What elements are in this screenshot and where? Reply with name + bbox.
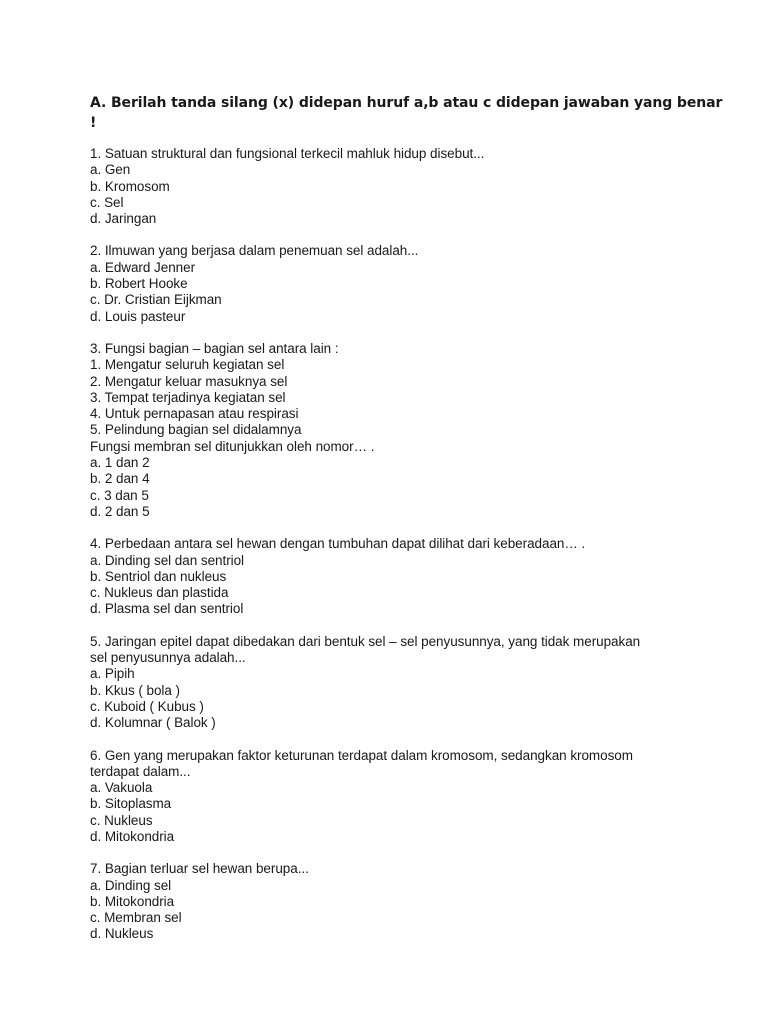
question-1-option-b: b. Kromosom [90,178,170,194]
question-6 [90,748,730,846]
question-2-option-a: a. Edward Jenner [90,259,196,275]
question-1-option-c: c. Sel [90,194,124,210]
question-5 [90,634,730,732]
question-5-option-c: c. Kuboid ( Kubus ) [90,698,204,714]
question-2 [90,243,730,324]
question-5-stem: 5. Jaringan epitel dapat dibedakan dari bentuk sel – sel penyusunnya, yang tidak merupakan [90,633,641,649]
instruction-heading: A. Berilah tanda silang (x) didepan huruf a,b atau c didepan jawaban yang benar ! [90,95,723,131]
question-3-option-d: d. 2 dan 5 [90,503,150,519]
question-3-prompt: Fungsi membran sel ditunjukkan oleh nomor… . [90,438,375,454]
question-7-option-d: d. Nukleus [90,926,154,942]
question-6-option-d: d. Mitokondria [90,828,175,844]
question-7 [90,861,730,942]
question-6-stem-continued: terdapat dalam... [90,763,191,779]
question-6-option-b: b. Sitoplasma [90,796,172,812]
question-1-option-a: a. Gen [90,162,131,178]
question-6-stem: 6. Gen yang merupakan faktor keturunan terdapat dalam kromosom, sedangkan kromosom [90,747,633,763]
question-1-stem: 1. Satuan struktural dan fungsional terkecil mahluk hidup disebut... [90,146,485,161]
question-7-option-b: b. Mitokondria [90,893,175,909]
question-4-option-b: b. Sentriol dan nukleus [90,568,227,584]
question-5-option-a: a. Pipih [90,666,135,682]
question-5-stem-continued: sel penyusunnya adalah... [90,650,246,666]
question-3-statement-2: 2. Mengatur keluar masuknya sel [90,373,288,389]
question-6-option-a: a. Vakuola [90,780,153,796]
question-7-stem: 7. Bagian terluar sel hewan berupa... [90,861,309,877]
question-3 [90,341,730,520]
question-2-option-c: c. Dr. Cristian Eijkman [90,292,222,308]
question-5-option-d: d. Kolumnar ( Balok ) [90,715,216,731]
question-4-option-c: c. Nukleus dan plastida [90,585,229,601]
question-1 [90,146,730,227]
question-5-option-b: b. Kkus ( bola ) [90,682,180,698]
question-7-option-a: a. Dinding sel [90,877,172,893]
question-3-statement-5: 5. Pelindung bagian sel didalamnya [90,422,302,438]
question-2-option-d: d. Louis pasteur [90,308,186,324]
question-3-option-c: c. 3 dan 5 [90,487,149,503]
question-2-stem: 2. Ilmuwan yang berjasa dalam penemuan sel adalah... [90,243,419,259]
question-2-option-b: b. Robert Hooke [90,276,188,292]
question-3-option-a: a. 1 dan 2 [90,455,150,471]
question-3-statement-1: 1. Mengatur seluruh kegiatan sel [90,357,285,373]
question-4-option-a: a. Dinding sel dan sentriol [90,552,244,568]
question-6-option-c: c. Nukleus [90,812,153,828]
question-4-option-d: d. Plasma sel dan sentriol [90,601,244,617]
question-3-statement-4: 4. Untuk pernapasan atau respirasi [90,406,299,422]
document-page [90,93,730,959]
question-4 [90,536,730,617]
question-3-statement-3: 3. Tempat terjadinya kegiatan sel [90,389,286,405]
question-1-option-d: d. Jaringan [90,211,157,227]
question-3-option-b: b. 2 dan 4 [90,471,150,487]
question-7-option-c: c. Membran sel [90,910,182,926]
question-3-stem: 3. Fungsi bagian – bagian sel antara lain : [90,340,339,356]
question-4-stem: 4. Perbedaan antara sel hewan dengan tumbuhan dapat dilihat dari keberadaan… . [90,536,586,552]
